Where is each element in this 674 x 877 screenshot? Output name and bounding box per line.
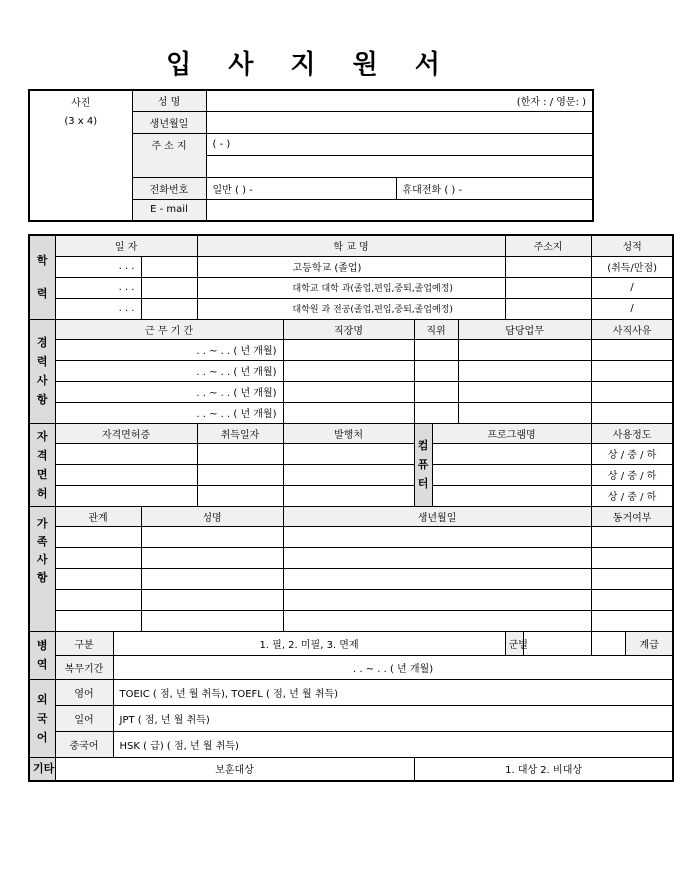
email-field[interactable] bbox=[206, 199, 593, 221]
phone-mobile-field[interactable]: 휴대전화 ( ) - bbox=[396, 177, 593, 199]
military-branch-extra[interactable] bbox=[591, 631, 625, 655]
career-duty[interactable] bbox=[458, 339, 591, 360]
computer-program[interactable] bbox=[432, 485, 591, 506]
family-side-label: 가 족 사 항 bbox=[29, 506, 55, 631]
photo-box[interactable] bbox=[29, 90, 132, 221]
education-grade[interactable]: / bbox=[591, 277, 673, 298]
education-address[interactable] bbox=[505, 298, 591, 319]
license-header-date: 취득일자 bbox=[197, 423, 283, 443]
license-date[interactable] bbox=[197, 443, 283, 464]
family-birth[interactable] bbox=[283, 526, 591, 547]
career-header-duty: 담당업무 bbox=[458, 319, 591, 339]
career-header-company: 직장명 bbox=[283, 319, 414, 339]
education-grade[interactable]: / bbox=[591, 298, 673, 319]
career-reason[interactable] bbox=[591, 360, 673, 381]
military-service-period[interactable]: . . ~ . . ( 년 개월) bbox=[113, 655, 673, 679]
education-header-grade: 성적 bbox=[591, 235, 673, 256]
address-label: 주 소 지 bbox=[132, 133, 206, 177]
family-name[interactable] bbox=[141, 610, 283, 631]
education-date[interactable]: . . . bbox=[55, 277, 141, 298]
phone-label: 전화번호 bbox=[132, 177, 206, 199]
language-detail[interactable]: HSK ( 급) ( 점, 년 월 취득) bbox=[113, 731, 673, 757]
military-branch-label: 군별 bbox=[505, 631, 523, 655]
birth-field[interactable] bbox=[206, 111, 593, 133]
photo-size: (3 x 4) bbox=[64, 116, 98, 127]
education-date[interactable]: . . . bbox=[55, 298, 141, 319]
family-cohabit[interactable] bbox=[591, 547, 673, 568]
license-header-issuer: 발행처 bbox=[283, 423, 414, 443]
email-label: E - mail bbox=[132, 199, 206, 221]
computer-level[interactable]: 상 / 중 / 하 bbox=[591, 485, 673, 506]
family-birth[interactable] bbox=[283, 589, 591, 610]
education-address[interactable] bbox=[505, 277, 591, 298]
language-name: 일어 bbox=[55, 705, 113, 731]
history-table bbox=[28, 234, 674, 782]
computer-side-label: 컴 퓨 터 bbox=[414, 423, 432, 506]
military-branch-field[interactable] bbox=[523, 631, 591, 655]
family-relation[interactable] bbox=[55, 568, 141, 589]
education-school[interactable]: 고등학교 (졸업) bbox=[197, 256, 505, 277]
career-position[interactable] bbox=[414, 339, 458, 360]
family-name[interactable] bbox=[141, 526, 283, 547]
license-issuer[interactable] bbox=[283, 485, 414, 506]
family-relation[interactable] bbox=[55, 610, 141, 631]
computer-program[interactable] bbox=[432, 464, 591, 485]
computer-level[interactable]: 상 / 중 / 하 bbox=[591, 464, 673, 485]
language-detail[interactable]: JPT ( 점, 년 월 취득) bbox=[113, 705, 673, 731]
education-date[interactable]: . . . bbox=[55, 256, 141, 277]
computer-header-level: 사용정도 bbox=[591, 423, 673, 443]
military-rank-label: 계급 bbox=[625, 631, 673, 655]
education-date-extra[interactable] bbox=[141, 277, 197, 298]
career-reason[interactable] bbox=[591, 402, 673, 423]
computer-level[interactable]: 상 / 중 / 하 bbox=[591, 443, 673, 464]
language-side-label: 외 국 어 bbox=[29, 679, 55, 757]
career-side-label: 경 력 사 항 bbox=[29, 319, 55, 423]
education-header-date: 일 자 bbox=[55, 235, 197, 256]
career-header-position: 직위 bbox=[414, 319, 458, 339]
license-date[interactable] bbox=[197, 464, 283, 485]
family-birth[interactable] bbox=[283, 547, 591, 568]
family-cohabit[interactable] bbox=[591, 610, 673, 631]
career-header-period: 근 무 기 간 bbox=[55, 319, 283, 339]
family-header-relation: 관계 bbox=[55, 506, 141, 526]
career-header-reason: 사직사유 bbox=[591, 319, 673, 339]
education-address[interactable] bbox=[505, 256, 591, 277]
license-issuer[interactable] bbox=[283, 464, 414, 485]
military-type-options[interactable]: 1. 필, 2. 미필, 3. 면제 bbox=[113, 631, 505, 655]
career-reason[interactable] bbox=[591, 339, 673, 360]
career-period[interactable]: . . ~ . . ( 년 개월) bbox=[55, 381, 283, 402]
career-duty[interactable] bbox=[458, 402, 591, 423]
computer-program[interactable] bbox=[432, 443, 591, 464]
education-date-extra[interactable] bbox=[141, 298, 197, 319]
basic-info-table bbox=[28, 89, 594, 222]
family-cohabit[interactable] bbox=[591, 568, 673, 589]
career-duty[interactable] bbox=[458, 381, 591, 402]
name-field[interactable]: (한자 : / 영문: ) bbox=[206, 90, 593, 111]
language-detail[interactable]: TOEIC ( 점, 년 월 취득), TOEFL ( 점, 년 월 취득) bbox=[113, 679, 673, 705]
name-label: 성 명 bbox=[132, 90, 206, 111]
address-zip-field[interactable]: ( - ) bbox=[206, 133, 593, 155]
career-position[interactable] bbox=[414, 381, 458, 402]
family-name[interactable] bbox=[141, 547, 283, 568]
computer-header-program: 프로그램명 bbox=[432, 423, 591, 443]
birth-label: 생년월일 bbox=[132, 111, 206, 133]
etc-side-label: 기타 bbox=[29, 757, 55, 781]
family-header-cohabit: 동거여부 bbox=[591, 506, 673, 526]
career-position[interactable] bbox=[414, 360, 458, 381]
family-header-birth: 생년월일 bbox=[283, 506, 591, 526]
education-side-label: 학 력 bbox=[29, 235, 55, 319]
language-name: 중국어 bbox=[55, 731, 113, 757]
license-name[interactable] bbox=[55, 443, 197, 464]
military-type-label: 구분 bbox=[55, 631, 113, 655]
military-service-label: 복무기간 bbox=[55, 655, 113, 679]
education-header-address: 주소지 bbox=[505, 235, 591, 256]
career-company[interactable] bbox=[283, 381, 414, 402]
career-position[interactable] bbox=[414, 402, 458, 423]
career-company[interactable] bbox=[283, 339, 414, 360]
education-header-school: 학 교 명 bbox=[197, 235, 505, 256]
veteran-label: 보훈대상 bbox=[55, 757, 414, 781]
family-birth[interactable] bbox=[283, 568, 591, 589]
career-period[interactable]: . . ~ . . ( 년 개월) bbox=[55, 402, 283, 423]
family-name[interactable] bbox=[141, 589, 283, 610]
license-name[interactable] bbox=[55, 485, 197, 506]
military-side-label: 병 역 bbox=[29, 631, 55, 679]
license-header-name: 자격면허증 bbox=[55, 423, 197, 443]
address-field[interactable] bbox=[206, 155, 593, 177]
license-date[interactable] bbox=[197, 485, 283, 506]
veteran-options[interactable]: 1. 대상 2. 비대상 bbox=[414, 757, 673, 781]
family-birth[interactable] bbox=[283, 610, 591, 631]
phone-general-field[interactable]: 일반 ( ) - bbox=[206, 177, 396, 199]
education-school[interactable]: 대학원 과 전공(졸업,편입,중퇴,졸업예정) bbox=[197, 298, 505, 319]
family-name[interactable] bbox=[141, 568, 283, 589]
career-company[interactable] bbox=[283, 360, 414, 381]
education-grade[interactable]: (취득/만점) bbox=[591, 256, 673, 277]
career-reason[interactable] bbox=[591, 381, 673, 402]
page-title: 입 사 지 원 서 bbox=[166, 50, 454, 80]
education-school[interactable]: 대학교 대학 과(졸업,편입,중퇴,졸업예정) bbox=[197, 277, 505, 298]
license-side-label: 자 격 면 허 bbox=[29, 423, 55, 506]
photo-label: 사진 bbox=[71, 98, 91, 109]
family-relation[interactable] bbox=[55, 526, 141, 547]
career-company[interactable] bbox=[283, 402, 414, 423]
education-date-extra[interactable] bbox=[141, 256, 197, 277]
family-cohabit[interactable] bbox=[591, 526, 673, 547]
career-duty[interactable] bbox=[458, 360, 591, 381]
career-period[interactable]: . . ~ . . ( 년 개월) bbox=[55, 339, 283, 360]
license-name[interactable] bbox=[55, 464, 197, 485]
family-header-name: 성명 bbox=[141, 506, 283, 526]
family-relation[interactable] bbox=[55, 547, 141, 568]
language-name: 영어 bbox=[55, 679, 113, 705]
family-cohabit[interactable] bbox=[591, 589, 673, 610]
license-issuer[interactable] bbox=[283, 443, 414, 464]
career-period[interactable]: . . ~ . . ( 년 개월) bbox=[55, 360, 283, 381]
family-relation[interactable] bbox=[55, 589, 141, 610]
